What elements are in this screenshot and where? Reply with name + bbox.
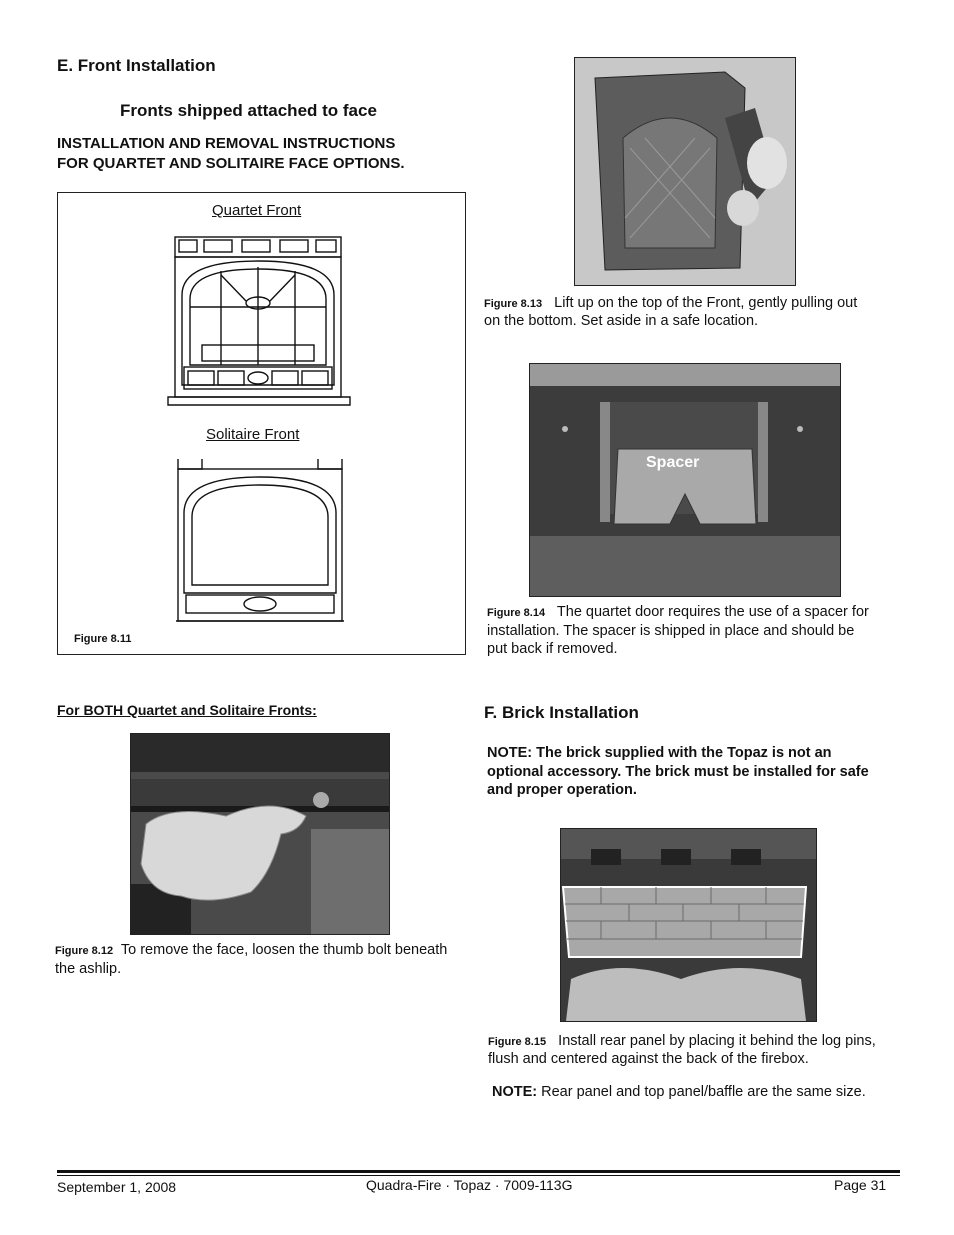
- figure-8-15-photo: [560, 828, 817, 1022]
- footer-center: Quadra-Fire · Topaz · 7009-113G: [366, 1177, 573, 1193]
- figure-8-12-photo: [130, 733, 390, 935]
- figure-8-15-text-1: Install rear panel by placing it behind the log pins,: [558, 1033, 876, 1049]
- brick-note-line-2: optional accessory. The brick must be installed for safe: [487, 763, 869, 780]
- figure-8-13-text-2: on the bottom. Set aside in a safe location.: [484, 313, 759, 329]
- rear-panel-note-text: Rear panel and top panel/baffle are the same size.: [537, 1084, 866, 1100]
- solitaire-front-label: Solitaire Front: [206, 426, 300, 443]
- footer-date: September 1, 2008: [57, 1179, 177, 1195]
- figure-8-14-text-1: The quartet door requires the use of a spacer for: [556, 604, 869, 620]
- footer-rule-thick: [57, 1170, 900, 1173]
- figure-8-14-caption: [487, 603, 899, 622]
- figure-8-13-caption: [484, 294, 900, 313]
- figure-8-11-label: Figure 8.11: [74, 633, 132, 645]
- instructions-line-1: INSTALLATION AND REMOVAL INSTRUCTIONS: [57, 135, 396, 152]
- section-f-title: F. Brick Installation: [484, 703, 639, 722]
- both-fronts-heading: For BOTH Quartet and Solitaire Fronts:: [57, 702, 317, 718]
- figure-8-13-photo: [574, 57, 796, 286]
- quartet-front-drawing: [166, 235, 352, 411]
- figure-8-13-label: Figure 8.13: [484, 298, 543, 310]
- figure-8-15-caption: [488, 1032, 900, 1051]
- quartet-front-label: Quartet Front: [212, 202, 302, 219]
- figure-8-11-box: [57, 192, 466, 655]
- brick-note: [487, 744, 869, 800]
- subtitle: Fronts shipped attached to face: [120, 101, 377, 120]
- figure-8-14-text-3: put back if removed.: [487, 641, 618, 657]
- figure-8-13-text-1: Lift up on the top of the Front, gently pulling out: [554, 295, 858, 311]
- brick-note-line-1: NOTE: The brick supplied with the Topaz is not an: [487, 745, 832, 761]
- brick-note-line-3: and proper operation.: [487, 782, 637, 798]
- instructions-line-2: FOR QUARTET AND SOLITAIRE FACE OPTIONS.: [57, 155, 405, 172]
- figure-8-14-text-2: installation. The spacer is shipped in place and should be: [487, 623, 855, 639]
- figure-8-14-label: Figure 8.14: [487, 607, 546, 619]
- figure-8-12-label: Figure 8.12: [55, 945, 114, 957]
- footer-rule-thin: [57, 1175, 900, 1176]
- figure-8-12-text-2: the ashlip.: [55, 961, 122, 977]
- rear-panel-note-bold: NOTE:: [492, 1084, 538, 1100]
- figure-8-15-text-2: flush and centered against the back of the firebox.: [488, 1051, 809, 1067]
- rear-panel-note: [492, 1083, 866, 1101]
- figure-8-12-caption: [55, 941, 470, 960]
- figure-8-12-text-1: To remove the face, loosen the thumb bolt beneath: [120, 942, 448, 958]
- spacer-label: Spacer: [646, 454, 700, 471]
- figure-8-14-photo: [529, 363, 841, 597]
- section-e-title: E. Front Installation: [57, 56, 216, 75]
- solitaire-front-drawing: [172, 457, 348, 627]
- footer-page: Page 31: [834, 1177, 887, 1193]
- figure-8-15-label: Figure 8.15: [488, 1036, 547, 1048]
